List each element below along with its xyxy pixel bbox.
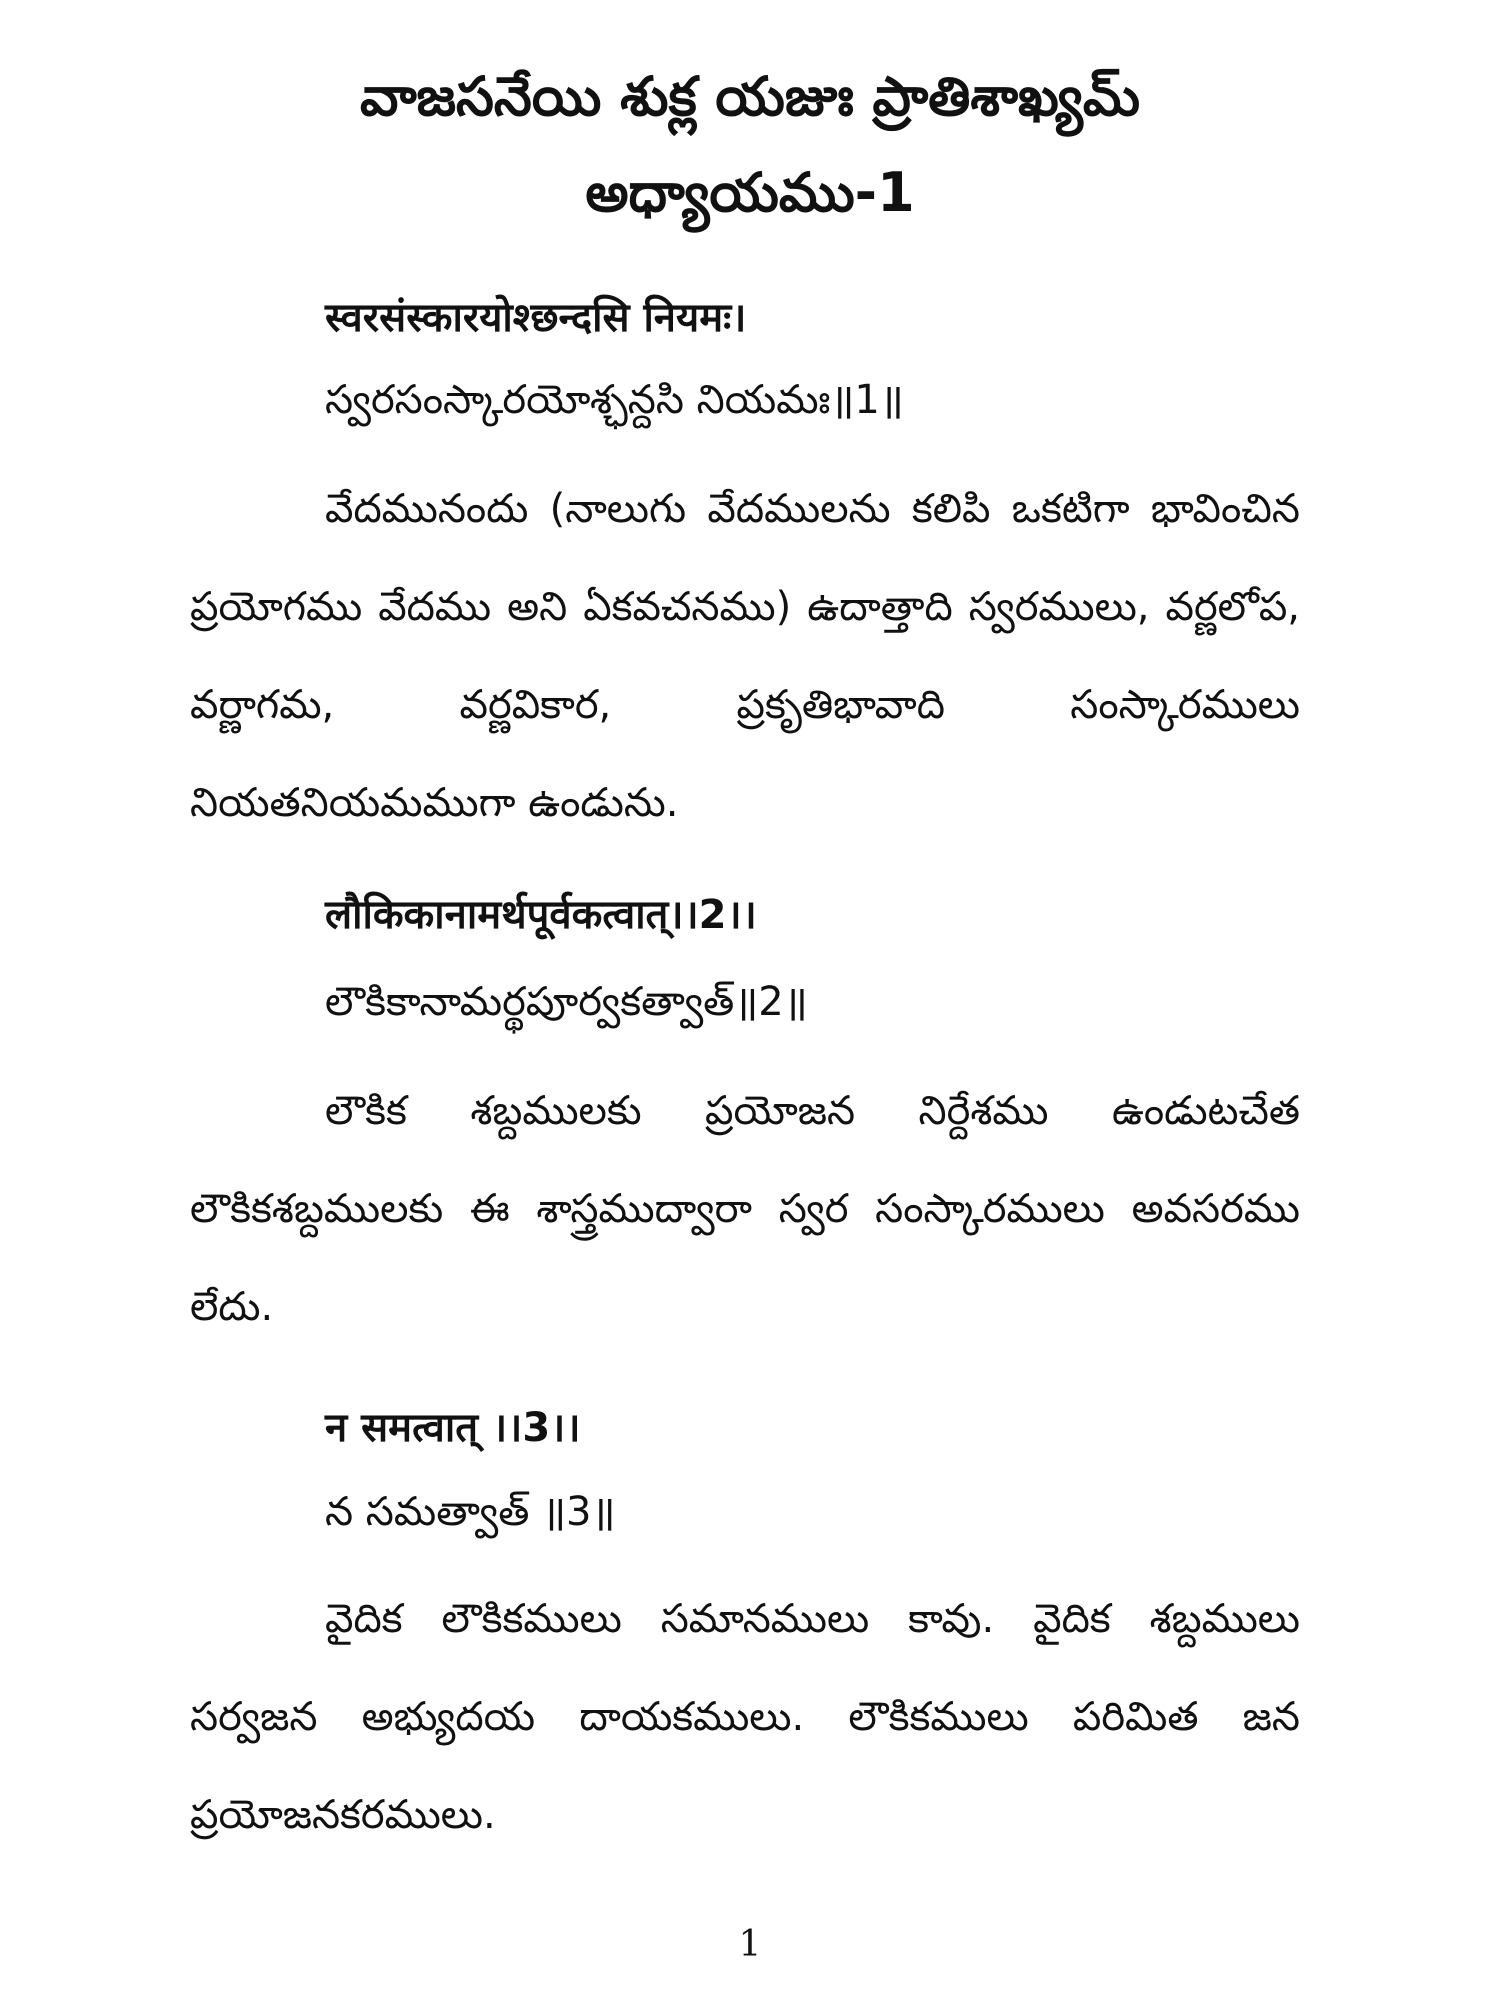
sanskrit-sutra-2: लौकिकानामर्थपूर्वकत्वात्।।2।।	[325, 892, 757, 938]
chapter-heading: అధ్యాయము-1	[585, 161, 915, 224]
telugu-transliteration-3: న సమత్వాత్ ॥3॥	[325, 1489, 616, 1535]
sanskrit-sutra-1: स्वरसंस्कारयोश्छन्दसि नियमः।	[325, 295, 747, 341]
explanation-paragraph-3: వైదిక లౌకికములు సమానములు కావు. వైదిక శబ్దములు సర్వజన అభ్యుదయ దాయకములు. లౌకికములు పరిమిత జన ప్రయోజనకరములు.	[190, 1596, 1300, 1838]
page-number: 1	[738, 1924, 762, 1965]
explanation-paragraph-1: వేదమునందు (నాలుగు వేదములను కలిపి ఒకటిగా భావించిన ప్రయోగము వేదము అని ఏకవచనము) ఉదాత్తాది స్వరములు, వర్ణలోప, వర్ణాగమ, వర్ణవికార, ప్రకృతిభావాది సంస్కారములు నియతనియమముగా ఉండును.	[190, 486, 1300, 826]
page-title: వాజసనేయి శుక్ల యజుః ప్రాతిశాఖ్యమ్	[359, 65, 1141, 128]
explanation-paragraph-2: లౌకిక శబ్దములకు ప్రయోజన నిర్దేశము ఉండుటచేత లౌకికశబ్దములకు ఈ శాస్త్రముద్వారా స్వర సంస్కారములు అవసరము లేదు.	[190, 1088, 1300, 1330]
telugu-transliteration-2: లౌకికానామర్థపూర్వకత్వాత్॥2॥	[325, 979, 808, 1025]
telugu-transliteration-1: స్వరసంస్కారయోశ్ఛన్దసి నియమః॥1॥	[325, 377, 904, 423]
sanskrit-sutra-3: न समत्वात् ।।3।।	[325, 1405, 581, 1451]
